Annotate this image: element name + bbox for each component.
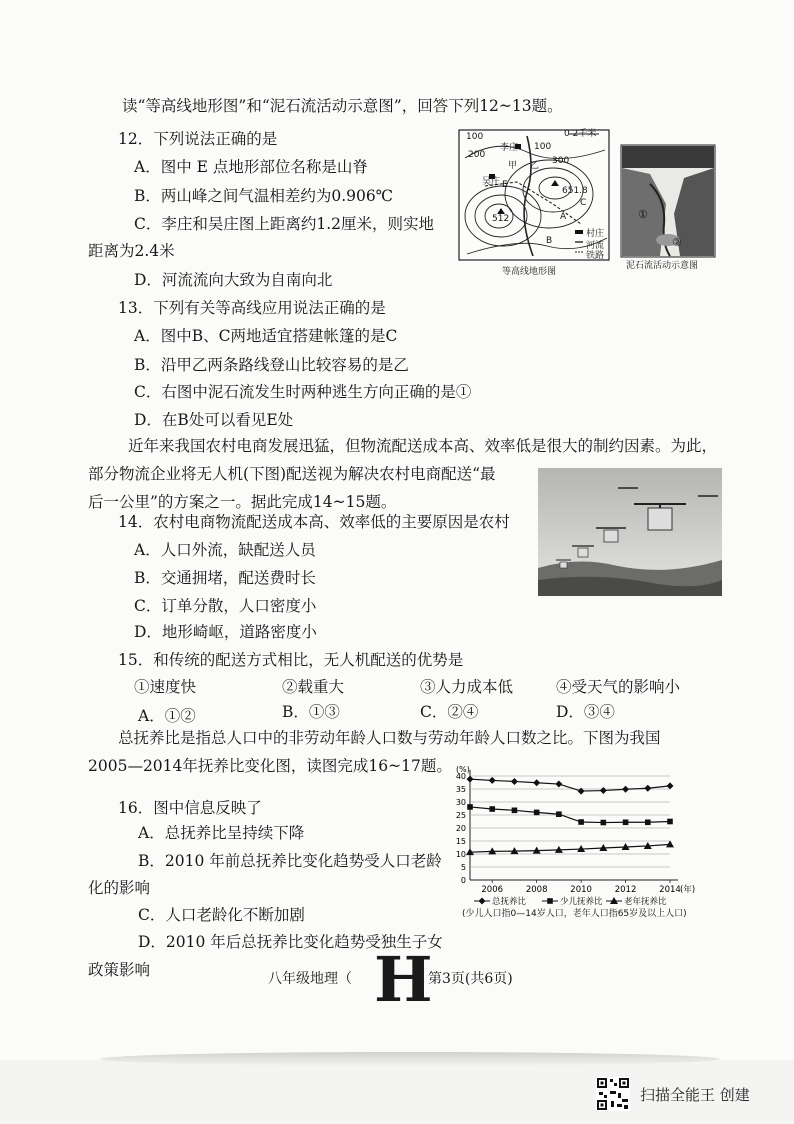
debris-mark-1: ①	[638, 208, 648, 221]
y-tick-label: 40	[455, 772, 466, 781]
qr-code-icon	[596, 1077, 630, 1111]
data-point-1-3	[534, 810, 540, 816]
q15-option-b: B．①③	[282, 703, 340, 721]
q13-option-b: B．沿甲乙两条路线登山比较容易的是乙	[134, 356, 409, 374]
q13-option-d: D．在B处可以看见E处	[134, 411, 294, 429]
data-point-1-7	[623, 819, 629, 825]
data-point-1-8	[645, 819, 651, 825]
drone-delivery-photo	[538, 468, 722, 596]
series-line-2	[470, 844, 670, 852]
q14-option-b: B．交通拥堵，配送费时长	[134, 569, 316, 587]
q12-option-d: D．河流流向大致为自南向北	[134, 271, 333, 289]
label-e: E	[502, 180, 508, 190]
x-tick-label: 2014	[659, 885, 681, 895]
x-axis-label: (年)	[680, 885, 696, 895]
q15-option-a: A．①②	[138, 707, 196, 725]
contour-label-300: 300	[552, 156, 570, 166]
label-a: A	[560, 212, 567, 222]
q16-option-a: A．总抚养比呈持续下降	[138, 824, 305, 842]
q16-option-d-cont: 政策影响	[88, 961, 151, 979]
y-tick-label: 30	[455, 798, 466, 807]
y-tick-label: 5	[460, 863, 466, 872]
legend-river: 河流	[586, 241, 605, 251]
intro-14-15-line-2: 部分物流企业将无人机(下图)配送视为解决农村电商配送“最	[88, 465, 496, 483]
q12-option-b: B．两山峰之间气温相差约为0.906℃	[134, 187, 394, 205]
q15-option-c: C．②④	[420, 703, 479, 721]
q15-option-d: D．③④	[556, 703, 615, 721]
q13-stem: 13．下列有关等高线应用说法正确的是	[118, 299, 386, 317]
q12-option-c-cont: 距离为2.4米	[88, 242, 175, 260]
village-li-label: 李庄	[500, 143, 519, 153]
q15-stem: 15．和传统的配送方式相比，无人机配送的优势是	[118, 651, 464, 669]
scan-brand-text: 扫描全能王 创建	[640, 1085, 750, 1104]
x-tick-label: 2008	[525, 885, 548, 895]
data-point-1-2	[512, 808, 518, 814]
y-tick-label: 10	[455, 850, 466, 859]
debris-flow-caption: 泥石流活动示意图	[626, 261, 699, 271]
legend-village: 村庄	[586, 229, 605, 239]
data-point-0-7	[622, 786, 629, 793]
y-tick-label: 35	[455, 785, 466, 794]
contour-label-n: 100	[466, 132, 484, 142]
debris-mark-2: ②	[672, 236, 682, 249]
data-point-0-3	[533, 779, 540, 786]
q12-option-c: C．李庄和吴庄图上距离约1.2厘米，则实地	[134, 215, 435, 233]
data-point-1-0	[467, 804, 473, 810]
q14-option-c: C．订单分散，人口密度小	[134, 597, 317, 615]
data-point-1-6	[601, 820, 607, 826]
legend-label-2: 老年抚养比	[624, 897, 667, 907]
footer-subject: 八年级地理（	[268, 971, 352, 987]
y-tick-label: 20	[455, 824, 466, 833]
q14-option-a: A．人口外流，缺配送人员	[134, 541, 316, 559]
chart-ticks	[456, 765, 695, 895]
contour-label-1000: 100	[534, 142, 552, 152]
page-edge-shadow	[100, 1052, 720, 1066]
q14-stem: 14．农村电商物流配送成本高、效率低的主要原因是农村	[118, 513, 510, 531]
data-point-0-1	[489, 777, 496, 784]
label-yi: 乙	[530, 161, 540, 171]
dependency-ratio-chart	[440, 762, 696, 916]
contour-map-caption: 等高线地形图	[502, 267, 557, 277]
q16-option-c: C．人口老龄化不断加剧	[138, 906, 305, 924]
q15-item-1: ①速度快	[134, 678, 197, 696]
x-tick-label: 2010	[570, 885, 592, 895]
y-tick-label: 25	[455, 811, 466, 820]
data-point-2-9	[666, 840, 674, 847]
label-jia: 甲	[508, 161, 518, 171]
data-point-0-6	[600, 787, 607, 794]
data-point-0-5	[578, 788, 585, 795]
data-point-0-9	[667, 782, 674, 789]
footer-page-number: 第3页(共6页)	[428, 971, 513, 987]
q12-option-a: A．图中 E 点地形部位名称是山脊	[134, 158, 368, 176]
q13-option-c: C．右图中泥石流发生时两种逃生方向正确的是①	[134, 383, 472, 401]
q13-option-a: A．图中B、C两地适宜搭建帐篷的是C	[134, 327, 398, 345]
legend-marker-0	[479, 898, 486, 905]
series-line-1	[470, 807, 670, 823]
legend-label-1: 少儿抚养比	[560, 897, 603, 907]
label-c: C	[580, 198, 587, 208]
q16-stem: 16．图中信息反映了	[118, 799, 262, 817]
q14-option-d: D．地形崎岖，道路密度小	[134, 623, 317, 641]
data-point-1-4	[556, 811, 562, 817]
data-point-0-8	[644, 785, 651, 792]
contour-label-200: 200	[468, 150, 486, 160]
q15-item-3: ③人力成本低	[420, 678, 514, 696]
q15-item-2: ②载重大	[282, 678, 345, 696]
intro-14-15-line-1: 近年来我国农村电商发展迅猛，但物流配送成本高、效率低是很大的制约因素。为此，	[128, 437, 718, 455]
village-wu-label: 吴庄	[482, 177, 501, 187]
intro-16-17-line-2: 2005—2014年抚养比变化图，读图完成16~17题。	[88, 757, 452, 775]
q16-option-b: B．2010 年前总抚养比变化趋势受人口老龄	[138, 852, 442, 870]
paper-version-letter: H	[374, 943, 433, 1016]
x-tick-label: 2006	[481, 885, 504, 895]
y-tick-label: 15	[455, 837, 466, 846]
data-point-1-9	[667, 819, 673, 825]
data-point-0-2	[511, 778, 518, 785]
y-axis-label: (%)	[456, 765, 470, 774]
y-tick-label: 0	[460, 876, 466, 885]
peak-512-label: 512	[492, 214, 510, 224]
chart-series	[466, 776, 674, 856]
q15-item-4: ④受天气的影响小	[556, 678, 681, 696]
q12-stem: 12．下列说法正确的是	[118, 130, 278, 148]
label-b: B	[546, 236, 553, 246]
contour-scale: 0 2千米	[564, 129, 597, 139]
intro-16-17-line-1: 总抚养比是指总人口中的非劳动年龄人口数与劳动年龄人口数之比。下图为我国	[118, 729, 661, 747]
q16-option-b-cont: 化的影响	[88, 879, 151, 897]
legend-label-0: 总抚养比	[492, 897, 527, 907]
legend-rail: 铁路	[586, 251, 605, 261]
q16-option-d: D．2010 年后总抚养比变化趋势受独生子女	[138, 933, 443, 951]
scan-brand-watermark	[596, 1076, 750, 1112]
legend-marker-1	[547, 898, 553, 904]
x-tick-label: 2012	[614, 885, 637, 895]
series-line-0	[470, 779, 670, 791]
data-point-1-1	[489, 806, 495, 812]
intro-12-13: 读“等高线地形图”和“泥石流活动示意图”，回答下列12~13题。	[122, 97, 563, 115]
data-point-0-4	[555, 781, 562, 788]
data-point-0-0	[467, 776, 474, 783]
debris-flow-figure	[620, 144, 716, 258]
peak-651-label: 651.8	[562, 186, 588, 196]
intro-14-15-line-3: 后一公里”的方案之一。据此完成14~15题。	[88, 493, 397, 511]
chart-note: (少儿人口指0—14岁人口，老年人口指65岁及以上人口)	[462, 909, 687, 919]
data-point-1-5	[578, 819, 584, 825]
